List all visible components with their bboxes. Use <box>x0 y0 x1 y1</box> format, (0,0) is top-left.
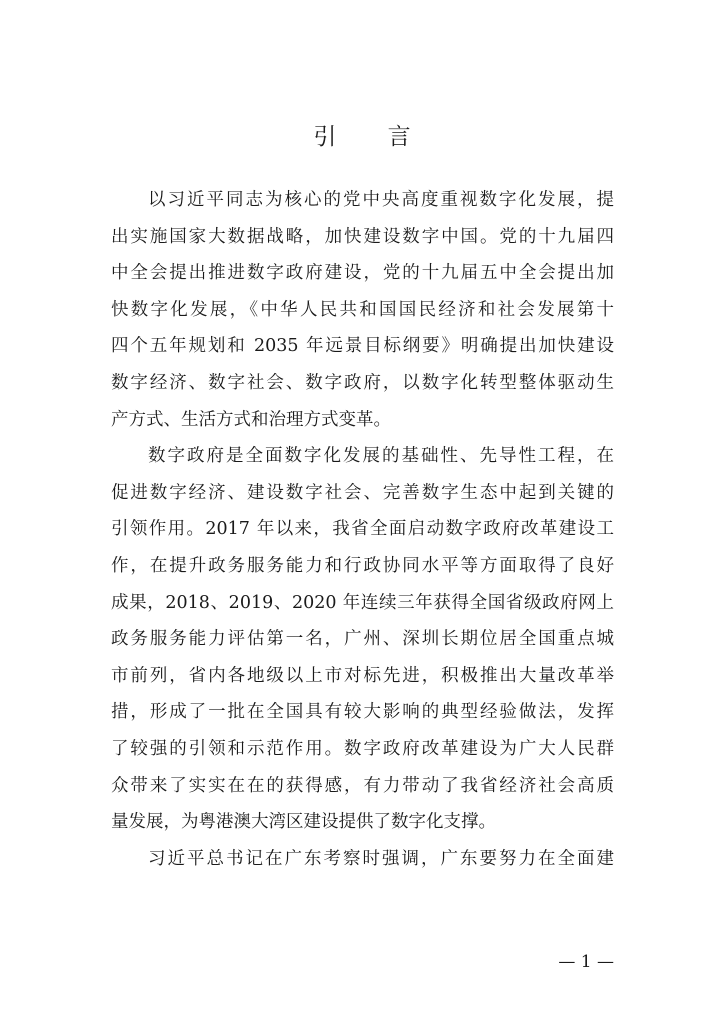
page-number: — 1 — <box>558 952 614 972</box>
text-line: 措，形成了一批在全国具有较大影响的典型经验做法，发挥 <box>111 702 614 723</box>
text-line: 中全会提出推进数字政府建设，党的十九届五中全会提出加 <box>111 263 614 284</box>
text-line: 了较强的引领和示范作用。数字政府改革建设为广大人民群 <box>111 738 614 759</box>
text-line: 引领作用。2017 年以来，我省全面启动数字政府改革建设工 <box>111 519 614 540</box>
text-line: 产方式、生活方式和治理方式变革。 <box>111 409 391 430</box>
text-line: 四个五年规划和 2035 年远景目标纲要》明确提出加快建设 <box>111 336 614 357</box>
text-line: 成果，2018、2019、2020 年连续三年获得全国省级政府网上 <box>111 592 614 613</box>
text-line: 数字经济、数字社会、数字政府，以数字化转型整体驱动生 <box>111 372 614 393</box>
text-line: 政务服务能力评估第一名，广州、深圳长期位居全国重点城 <box>111 629 614 650</box>
text-line: 快数字化发展，《中华人民共和国国民经济和社会发展第十 <box>111 299 614 320</box>
text-line: 数字政府是全面数字化发展的基础性、先导性工程，在 <box>148 446 614 467</box>
text-line: 市前列，省内各地级以上市对标先进，积极推出大量改革举 <box>111 665 614 686</box>
text-line: 出实施国家大数据战略，加快建设数字中国。党的十九届四 <box>111 226 614 247</box>
text-line: 促进数字经济、建设数字社会、完善数字生态中起到关键的 <box>111 482 614 503</box>
text-line: 众带来了实实在在的获得感，有力带动了我省经济社会高质 <box>111 775 614 796</box>
text-line: 作，在提升政务服务能力和行政协同水平等方面取得了良好 <box>111 555 614 576</box>
body-text <box>111 186 614 881</box>
page-title: 引 言 <box>313 124 433 150</box>
text-line: 以习近平同志为核心的党中央高度重视数字化发展，提 <box>148 190 614 210</box>
text-line: 量发展，为粤港澳大湾区建设提供了数字化支撑。 <box>111 812 496 833</box>
text-line: 习近平总书记在广东考察时强调，广东要努力在全面建 <box>148 848 614 869</box>
